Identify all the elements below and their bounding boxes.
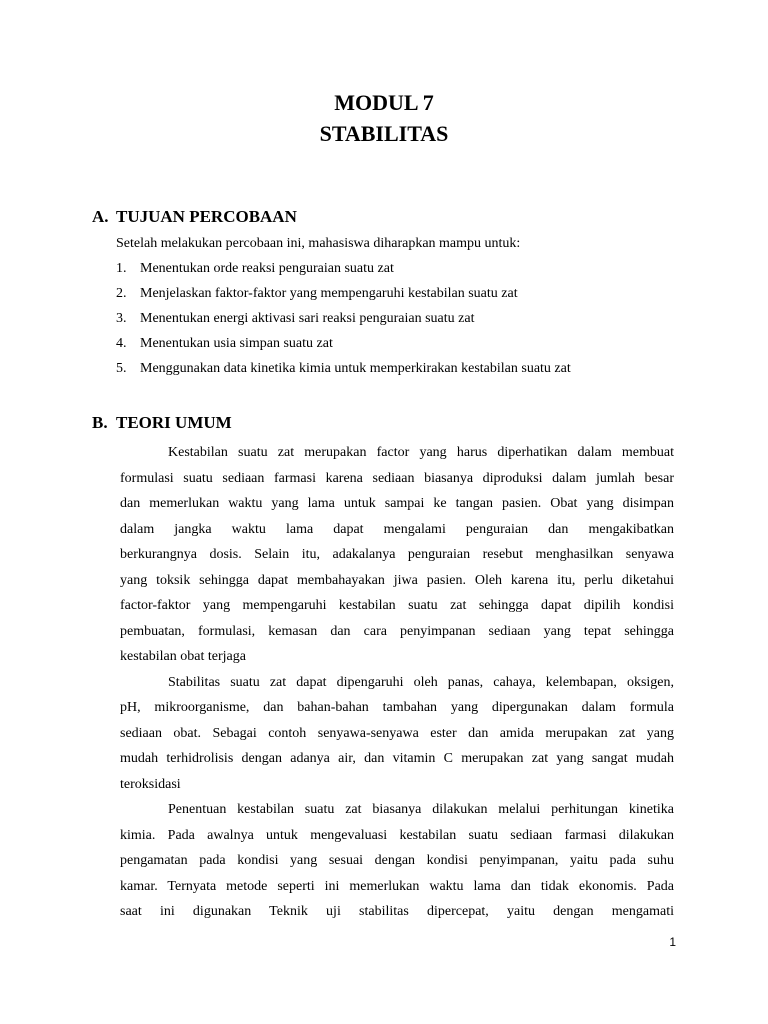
section-letter: A.: [92, 207, 109, 226]
module-topic-title: STABILITAS: [319, 121, 449, 146]
paragraph: [120, 440, 674, 670]
list-item-number: 1.: [116, 261, 127, 276]
list-item-number: 4.: [116, 336, 127, 351]
list-item-text: Menentukan energi aktivasi sari reaksi penguraian suatu zat: [140, 311, 475, 326]
objectives-list: [116, 260, 571, 385]
list-item: [116, 285, 571, 310]
section-title: TEORI UMUM: [116, 413, 232, 432]
text-line: dalam jangka waktu lama dapat mengalami penguraian dan mengakibatkan: [120, 521, 674, 537]
page-number: 1: [669, 935, 676, 949]
text-line: Stabilitas suatu zat dapat dipengaruhi oleh panas, cahaya, kelembapan, oksigen,: [168, 674, 674, 690]
text-line: dan memerlukan waktu yang lama untuk sampai ke tangan pasien. Obat yang disimpan: [120, 496, 674, 511]
text-line: teroksidasi: [120, 776, 181, 792]
text-line: factor-faktor yang mempengaruhi kestabilan suatu zat sehingga dapat dipilih kondisi: [120, 598, 674, 613]
text-line: formulasi suatu sediaan farmasi karena sediaan biasanya diproduksi dalam jumlah besar: [120, 470, 674, 486]
text-line: yang toksik sehingga dapat membahayakan jiwa pasien. Oleh karena itu, perlu diketahui: [120, 572, 674, 588]
section-letter: B.: [92, 413, 108, 432]
list-item: [116, 335, 571, 360]
text-line: Kestabilan suatu zat merupakan factor yang harus diperhatikan dalam membuat: [168, 445, 674, 460]
list-item: [116, 310, 571, 335]
text-line: pengamatan pada kondisi yang sesuai dengan kondisi penyimpanan, yaitu pada suhu: [120, 853, 674, 868]
list-item-text: Menggunakan data kinetika kimia untuk memperkirakan kestabilan suatu zat: [140, 361, 571, 376]
list-item-text: Menentukan usia simpan suatu zat: [140, 336, 333, 351]
module-number-title: MODUL 7: [334, 90, 434, 115]
text-line: berkurangnya dosis. Selain itu, adakalanya penguraian resebut menghasilkan senyawa: [120, 547, 674, 562]
text-line: pembuatan, formulasi, kemasan dan cara penyimpanan sediaan yang tepat sehingga: [120, 623, 674, 639]
paragraph: [120, 797, 674, 925]
section-heading-teori: [92, 412, 232, 434]
list-item: [116, 360, 571, 385]
text-line: kestabilan obat terjaga: [120, 649, 246, 664]
text-line: Penentuan kestabilan suatu zat biasanya dilakukan melalui perhitungan kinetika: [168, 802, 674, 817]
list-item-text: Menjelaskan faktor-faktor yang mempengaruhi kestabilan suatu zat: [140, 286, 518, 301]
text-line: pH, mikroorganisme, dan bahan-bahan tambahan yang dipergunakan dalam formula: [120, 700, 674, 715]
objectives-intro: Setelah melakukan percobaan ini, mahasiswa diharapkan mampu untuk:: [116, 236, 521, 251]
list-item-number: 2.: [116, 286, 127, 301]
list-item-number: 3.: [116, 311, 127, 326]
text-line: mudah terhidrolisis dengan adanya air, dan vitamin C merupakan zat yang sangat mudah: [120, 751, 674, 766]
text-line: kamar. Ternyata metode seperti ini memerlukan waktu lama dan tidak ekonomis. Pada: [120, 878, 674, 894]
paragraph: [120, 670, 674, 798]
theory-body: [120, 440, 674, 925]
list-item: [116, 260, 571, 285]
text-line: saat ini digunakan Teknik uji stabilitas dipercepat, yaitu dengan mengamati: [120, 904, 674, 919]
list-item-number: 5.: [116, 361, 127, 376]
section-title: TUJUAN PERCOBAAN: [116, 207, 297, 226]
section-heading-tujuan: [92, 206, 297, 228]
text-line: sediaan obat. Sebagai contoh senyawa-senyawa ester dan amida merupakan zat yang: [120, 725, 674, 741]
text-line: kimia. Pada awalnya untuk mengevaluasi kestabilan suatu sediaan farmasi dilakukan: [120, 827, 674, 843]
list-item-text: Menentukan orde reaksi penguraian suatu zat: [140, 261, 394, 276]
